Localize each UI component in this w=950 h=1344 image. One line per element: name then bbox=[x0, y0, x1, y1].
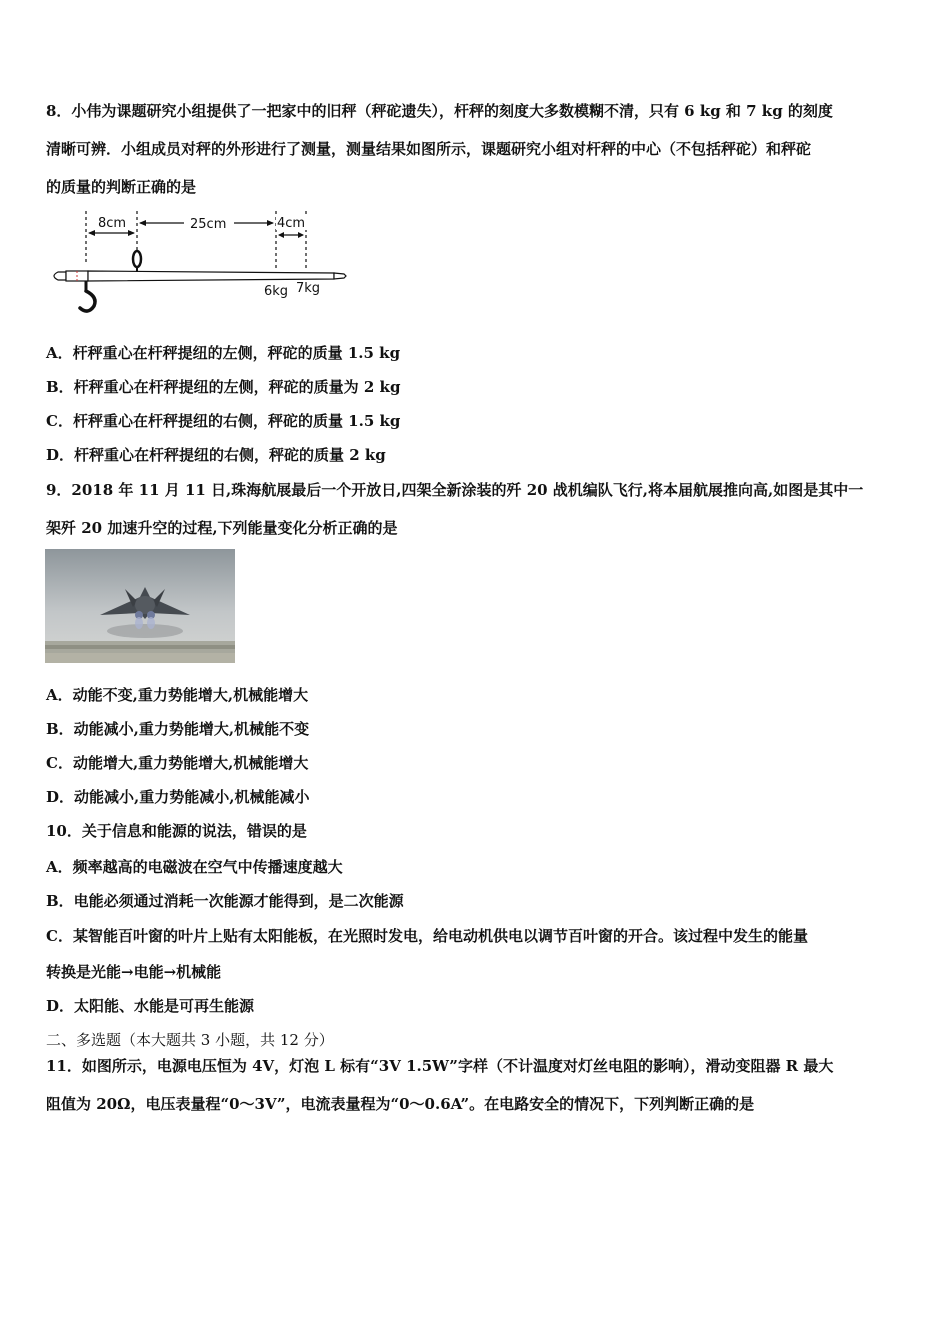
lifting-knob-loop bbox=[133, 251, 141, 267]
mark-6kg: 6kg bbox=[264, 284, 289, 299]
q8-stem-line-3: 的质量的判断正确的是 bbox=[46, 178, 197, 196]
q10-stem: 10．关于信息和能源的说法，错误的是 bbox=[46, 822, 307, 840]
q8-option-b[interactable]: B．杆秤重心在杆秤提纽的左侧，秤砣的质量为 2 kg bbox=[46, 378, 401, 396]
q11-stem-line-1: 11．如图所示，电源电压恒为 4V，灯泡 L 标有“3V 1.5W”字样（不计温度对灯丝电阻的影响），滑动变阻器 R 最大 bbox=[46, 1057, 834, 1075]
q8-option-d[interactable]: D．杆秤重心在杆秤提纽的右侧，秤砣的质量 2 kg bbox=[46, 446, 386, 464]
q10-option-a[interactable]: A．频率越高的电磁波在空气中传播速度越大 bbox=[46, 858, 343, 876]
q8-option-a[interactable]: A．杆秤重心在杆秤提纽的左侧，秤砣的质量 1.5 kg bbox=[46, 344, 401, 362]
q9-option-a[interactable]: A．动能不变,重力势能增大,机械能增大 bbox=[46, 686, 309, 704]
q8-option-c[interactable]: C．杆秤重心在杆秤提纽的右侧，秤砣的质量 1.5 kg bbox=[46, 412, 401, 430]
rod-tip bbox=[334, 273, 346, 279]
q10-option-c-line-2[interactable]: 转换是光能→电能→机械能 bbox=[46, 963, 222, 981]
dimension-4cm: 4cm bbox=[277, 216, 306, 231]
arrow-head-icon bbox=[88, 230, 95, 236]
dimension-25cm: 25cm bbox=[190, 217, 227, 232]
q8-stem-line-2: 清晰可辨．小组成员对秤的外形进行了测量，测量结果如图所示，课题研究小组对杆秤的中心（不包括秤砣）和秤砣 bbox=[46, 140, 812, 158]
arrow-head-icon bbox=[139, 220, 146, 226]
arrow-head-icon bbox=[128, 230, 135, 236]
arrow-head-icon bbox=[267, 220, 274, 226]
q10-option-c-line-1[interactable]: C．某智能百叶窗的叶片上贴有太阳能板，在光照时发电，给电动机供电以调节百叶窗的开合。该过程中发生的能量 bbox=[46, 927, 808, 945]
q9-option-b[interactable]: B．动能减小,重力势能增大,机械能不变 bbox=[46, 720, 310, 738]
q11-stem-line-2: 阻值为 20Ω，电压表量程“0～3V”，电流表量程为“0～0.6A”。在电路安全的情况下，下列判断正确的是 bbox=[46, 1095, 755, 1113]
q9-stem-line-2: 架歼 20 加速升空的过程,下列能量变化分析正确的是 bbox=[46, 519, 398, 537]
rod-end-cap bbox=[54, 272, 66, 280]
q9-stem-line-1: 9．2018 年 11 月 11 日,珠海航展最后一个开放日,四架全新涂装的歼 20 战机编队飞行,将本届航展推向高,如图是其中一 bbox=[46, 481, 864, 499]
q10-option-b[interactable]: B．电能必须通过消耗一次能源才能得到，是二次能源 bbox=[46, 892, 404, 910]
dimension-8cm: 8cm bbox=[98, 216, 127, 231]
arrow-head-icon bbox=[298, 232, 304, 238]
section-heading-multiple-choice: 二、多选题（本大题共 3 小题，共 12 分） bbox=[46, 1031, 334, 1049]
q9-option-c[interactable]: C．动能增大,重力势能增大,机械能增大 bbox=[46, 754, 309, 772]
j20-jet-photo bbox=[45, 549, 235, 663]
hook-icon bbox=[80, 291, 95, 311]
mark-7kg: 7kg bbox=[296, 281, 321, 296]
q8-stem-line-1: 8．小伟为课题研究小组提供了一把家中的旧秤（秤砣遗失），杆秤的刻度大多数模糊不清，只有 6 kg 和 7 kg 的刻度 bbox=[46, 102, 833, 120]
arrow-head-icon bbox=[278, 232, 284, 238]
steelyard-figure bbox=[44, 205, 354, 317]
q10-option-d[interactable]: D．太阳能、水能是可再生能源 bbox=[46, 997, 255, 1015]
q9-option-d[interactable]: D．动能减小,重力势能减小,机械能减小 bbox=[46, 788, 310, 806]
steelyard-rod bbox=[88, 271, 334, 281]
